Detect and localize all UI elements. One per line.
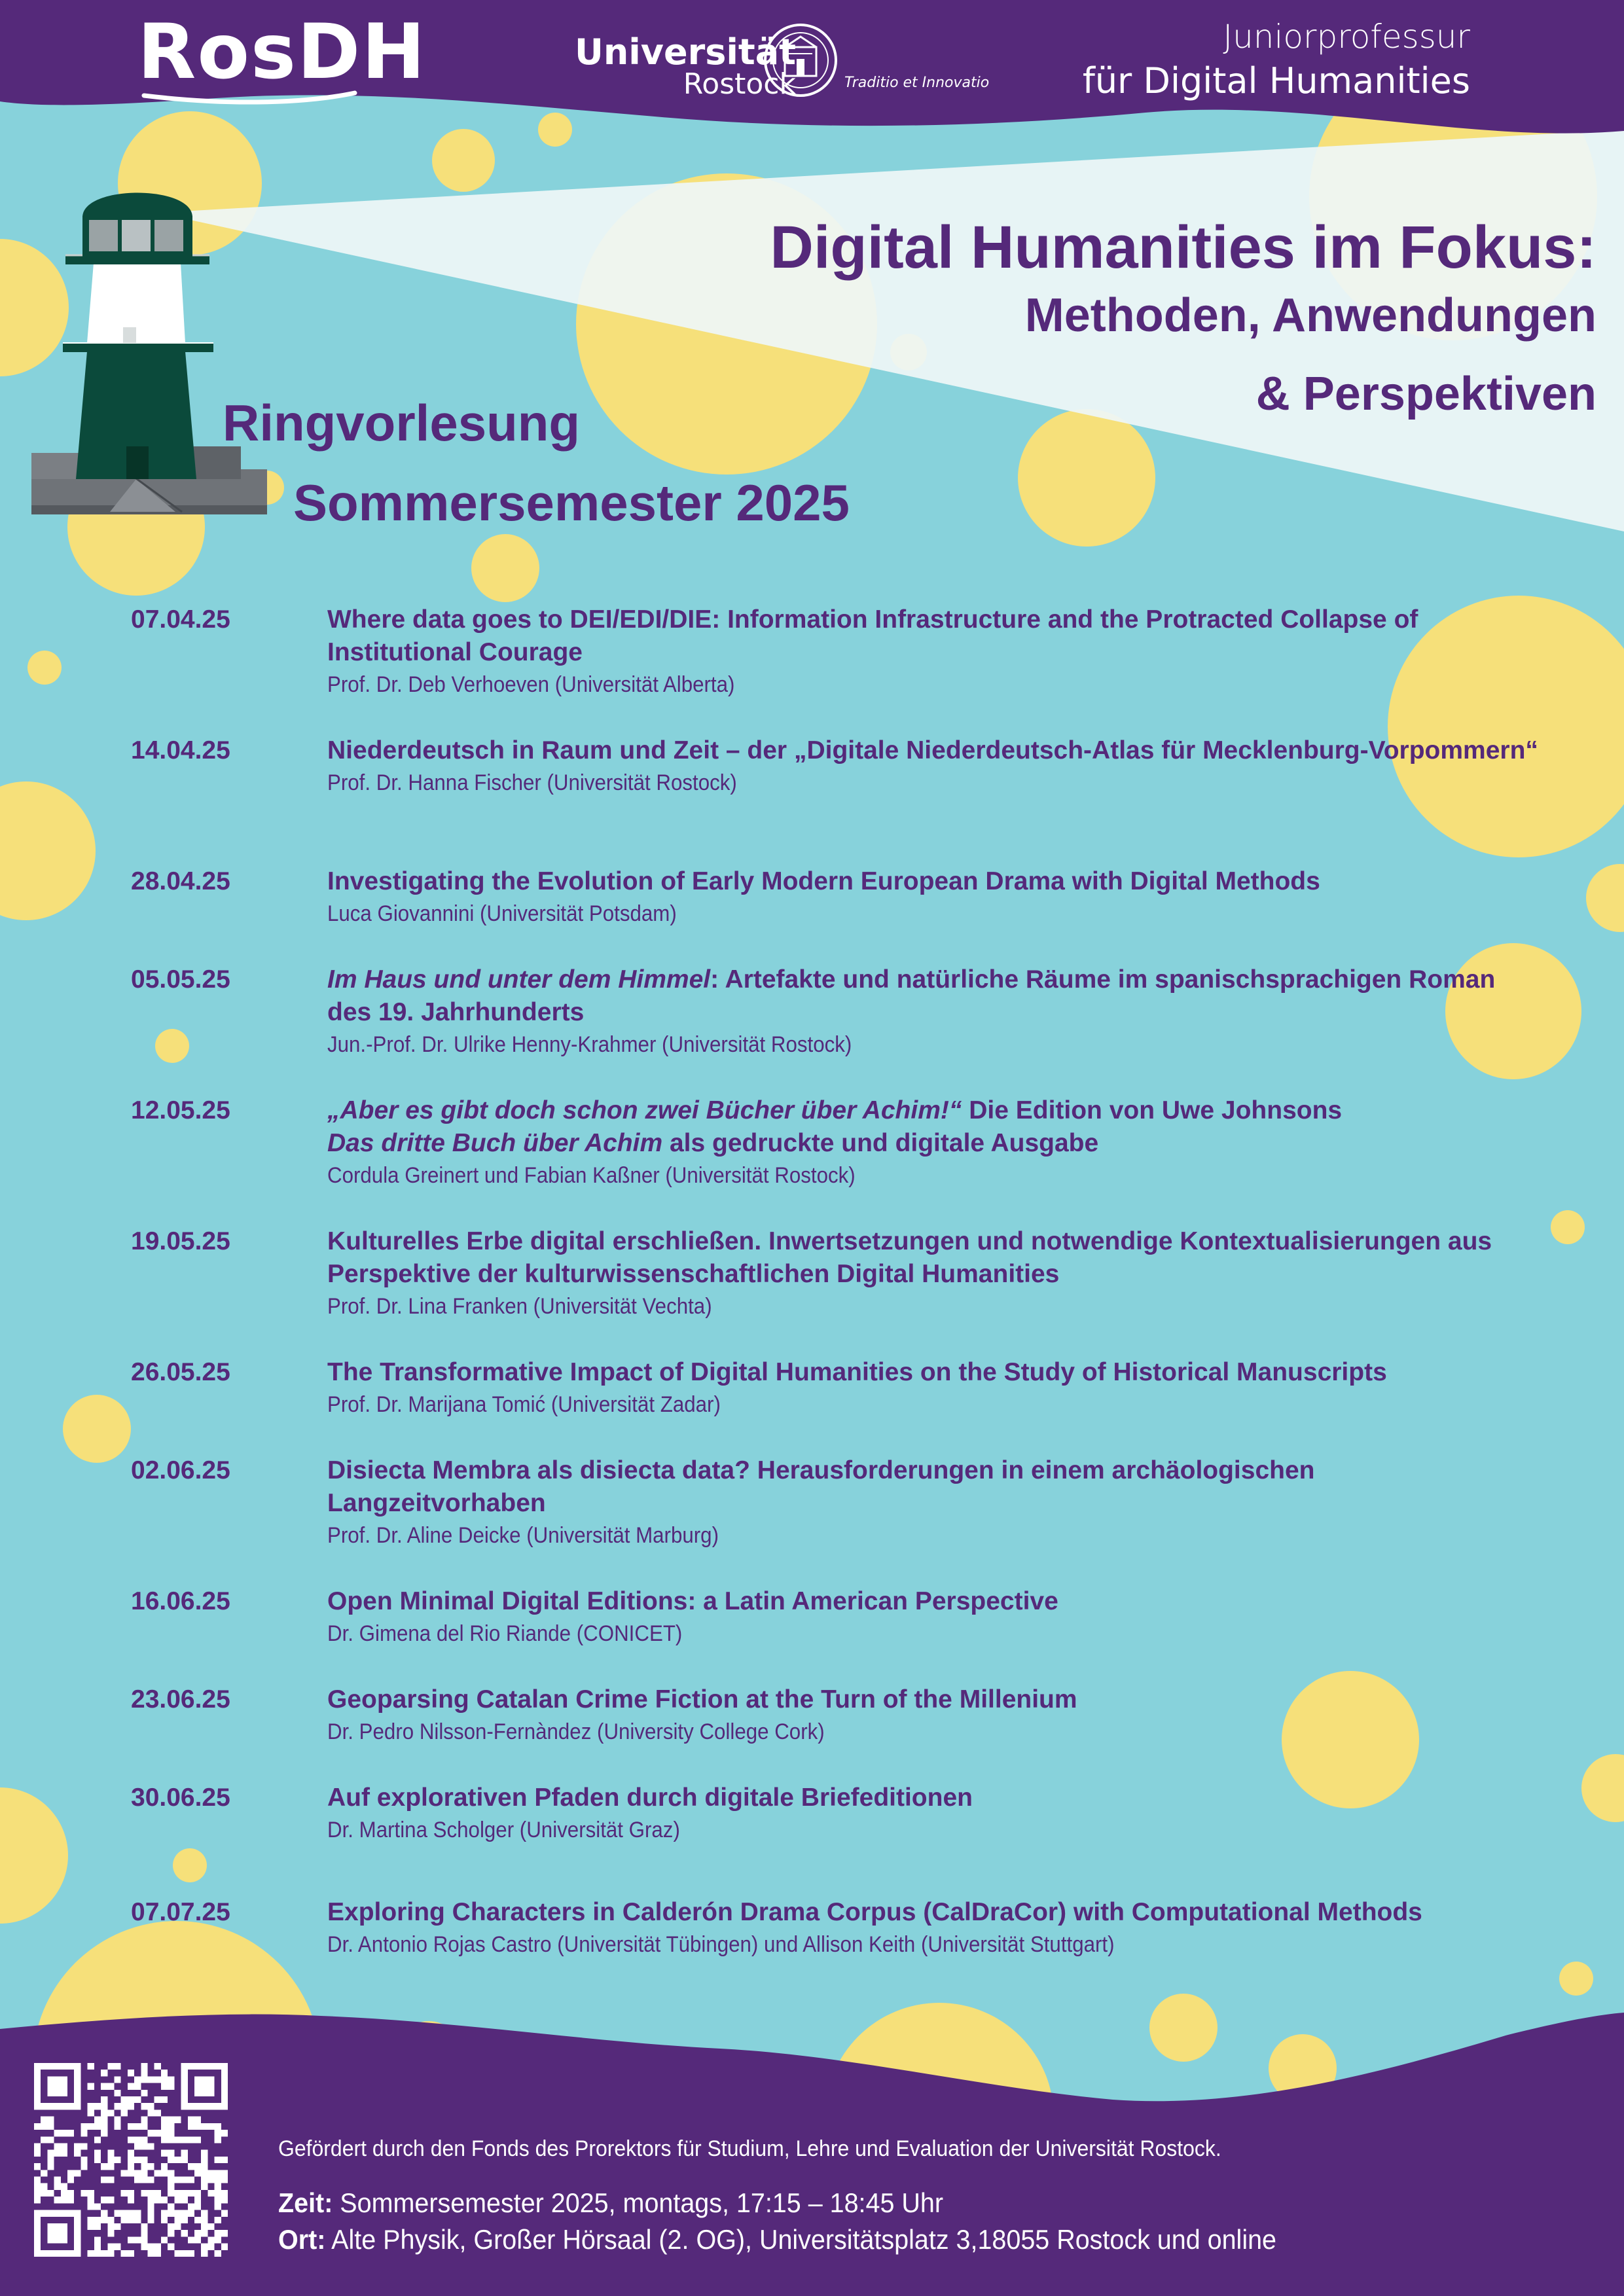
place-row [278,2221,1276,2258]
funding-note: Gefördert durch den Fonds des Prorektors für Studium, Lehre und Evaluation der Universität Rostock. [278,2136,1221,2161]
time-row [278,2185,1276,2221]
entry-body [327,1356,1538,1420]
university-seal-icon [763,22,839,98]
entry-title-rest: als gedruckte und digitale Ausgabe [662,1129,1099,1157]
entry-speaker: Prof. Dr. Lina Franken (Universität Vechta) [327,1294,712,1319]
entry-speaker: Prof. Dr. Marijana Tomić (Universität Zadar) [327,1392,721,1417]
entry-title: Investigating the Evolution of Early Modern European Drama with Digital Methods [327,867,1320,895]
entry-date: 23.06.25 [131,1685,230,1713]
series-title [223,395,850,531]
entry-title-italic: „Aber es gibt doch schon zwei Bücher über Achim!“ [327,1096,962,1124]
rosdh-logo-underline [141,90,357,106]
entry-date: 26.05.25 [131,1358,230,1386]
time-label: Zeit: [278,2187,333,2218]
entry-title-italic: Im Haus und unter dem Himmel [327,965,711,994]
entry-speaker: Dr. Pedro Nilsson-Fernàndez (University College Cork) [327,1719,825,1744]
entry-body [327,1585,1538,1649]
chair-line1: Juniorprofessur [1223,18,1470,56]
event-title [770,213,1597,418]
university-line1: Universität [575,31,796,73]
entry-title-mid: Die Edition von Uwe Johnsons [962,1096,1343,1124]
series-line1: Ringvorlesung [223,394,581,452]
entry-speaker: Prof. Dr. Hanna Fischer (Universität Rostock) [327,770,737,795]
title-sub1: Methoden, Anwendungen [1024,289,1597,342]
entry-title: Auf explorativen Pfaden durch digitale Briefeditionen [327,1784,973,1812]
entry-title: Open Minimal Digital Editions: a Latin American Perspective [327,1587,1058,1615]
entry-date: 16.06.25 [131,1587,230,1615]
entry-title: The Transformative Impact of Digital Humanities on the Study of Historical Manuscripts [327,1358,1387,1386]
entry-date: 19.05.25 [131,1227,230,1255]
entry-speaker: Dr. Gimena del Rio Riande (CONICET) [327,1621,683,1646]
entry-speaker: Cordula Greinert und Fabian Kaßner (Universität Rostock) [327,1163,856,1188]
entry-title: Disiecta Membra als disiecta data? Herausforderungen in einem archäologischen Langzeitvorhaben [327,1456,1315,1517]
entry-speaker: Prof. Dr. Aline Deicke (Universität Marburg) [327,1523,719,1548]
entry-title-rest: : Artefakte und natürliche Räume im spanischsprachigen Roman des 19. Jahrhunderts [327,965,1496,1026]
entry-date: 28.04.25 [131,867,230,895]
entry-date: 30.06.25 [131,1784,230,1812]
title-sub2: & Perspektiven [1255,367,1597,420]
entry-date: 07.04.25 [131,605,230,634]
place-label: Ort: [278,2224,326,2255]
entry-title: Niederdeutsch in Raum und Zeit – der „Digitale Niederdeutsch-Atlas für Mecklenburg-Vorpommern“ [327,736,1538,764]
entry-body [327,865,1538,929]
entry-body [327,1094,1538,1191]
qr-code-icon[interactable] [34,2063,228,2257]
entry-title: Kulturelles Erbe digital erschließen. Inwertsetzungen und notwendige Kontextualisierungen aus Perspektive der kulturwissenschaftlichen Digital Humanities [327,1227,1492,1288]
rosdh-logo: RosDH [137,8,427,96]
title-main: Digital Humanities im Fokus: [770,214,1597,281]
entry-title: Geoparsing Catalan Crime Fiction at the Turn of the Millenium [327,1685,1077,1713]
entry-title [327,1094,1538,1160]
entry-title: Exploring Characters in Calderón Drama Corpus (CalDraCor) with Computational Methods [327,1898,1422,1926]
entry-body [327,963,1538,1060]
university-line2: Rostock [683,67,796,101]
entry-date: 14.04.25 [131,736,230,764]
entry-body [327,1683,1538,1748]
entry-speaker: Dr. Martina Scholger (Universität Graz) [327,1818,680,1842]
entry-speaker: Prof. Dr. Deb Verhoeven (Universität Alberta) [327,672,735,697]
place-value: Alte Physik, Großer Hörsaal (2. OG), Universitätsplatz 3,18055 Rostock und online [325,2224,1277,2255]
entry-speaker: Jun.-Prof. Dr. Ulrike Henny-Krahmer (Universität Rostock) [327,1032,852,1057]
series-line2: Sommersemester 2025 [293,473,850,531]
entry-body [327,1896,1538,1960]
entry-date: 12.05.25 [131,1096,230,1124]
entry-body [327,1225,1538,1322]
entry-speaker: Dr. Antonio Rojas Castro (Universität Tübingen) und Allison Keith (Universität Stuttgart) [327,1932,1115,1957]
entry-body [327,603,1538,700]
entry-date: 02.06.25 [131,1456,230,1484]
chair-line2: für Digital Humanities [1082,60,1470,101]
entry-body [327,734,1538,798]
event-info [278,2185,1340,2258]
university-motto: Traditio et Innovatio [844,75,990,91]
entry-title: Where data goes to DEI/EDI/DIE: Information Infrastructure and the Protracted Collapse of Institutional Courage [327,605,1418,666]
entry-body [327,1782,1538,1846]
time-value: Sommersemester 2025, montags, 17:15 – 18:45 Uhr [333,2187,944,2218]
entry-date: 07.07.25 [131,1898,230,1926]
entry-title-italic2: Das dritte Buch über Achim [327,1129,663,1157]
entry-date: 05.05.25 [131,965,230,994]
chair-name [1083,16,1470,104]
entry-body [327,1454,1538,1551]
entry-title [327,963,1538,1029]
entry-speaker: Luca Giovannini (Universität Potsdam) [327,901,677,926]
